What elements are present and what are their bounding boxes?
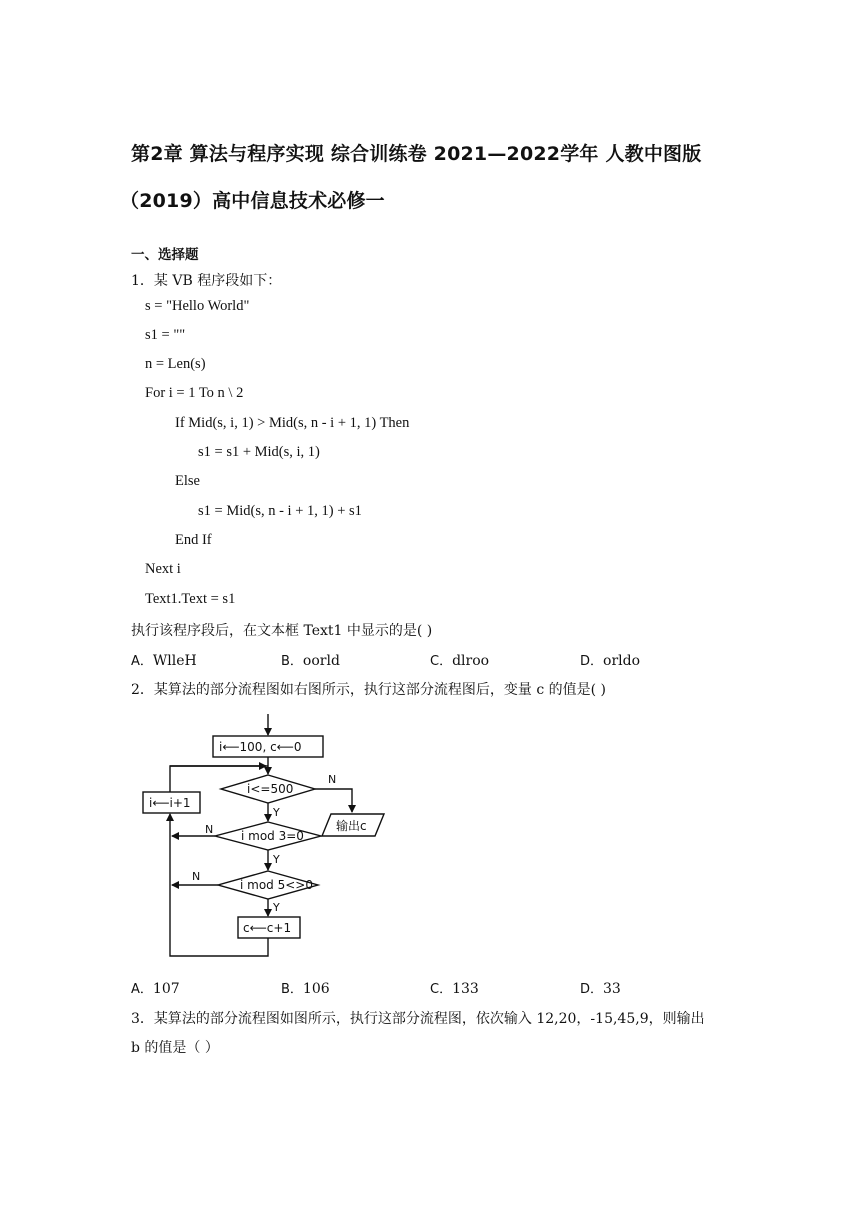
- code-line: Else: [175, 473, 200, 489]
- code-line: For i = 1 To n \ 2: [145, 385, 244, 401]
- q3-stem-line1: 3．某算法的部分流程图如图所示，执行这部分流程图，依次输入 12,20，-15,45,9，则输出: [131, 1011, 705, 1027]
- code-line: s1 = Mid(s, n - i + 1, 1) + s1: [198, 503, 362, 519]
- flow-cond2-label: i mod 3=0: [241, 829, 304, 843]
- flow-yes-label: Y: [273, 853, 280, 866]
- flow-incr-i-label: i⟵i+1: [149, 796, 191, 810]
- q1-stem: 1．某 VB 程序段如下：: [131, 273, 282, 289]
- flow-yes-label: Y: [273, 901, 280, 914]
- flow-no-label: N: [192, 870, 201, 883]
- q2-option-a: A．107: [131, 981, 180, 997]
- code-line: End If: [175, 532, 212, 548]
- flow-no-label: N: [205, 823, 214, 836]
- flow-cond1-label: i<=500: [247, 782, 294, 796]
- q2-option-c: C．133: [430, 981, 479, 997]
- q1-option-b: B．oorld: [281, 653, 340, 669]
- code-line: Text1.Text = s1: [145, 591, 236, 607]
- flow-no-label: N: [328, 773, 337, 786]
- q1-question: 执行该程序段后，在文本框 Text1 中显示的是( ): [131, 623, 433, 639]
- flow-incr-c-label: c⟵c+1: [243, 921, 292, 935]
- q2-option-d: D．33: [580, 981, 621, 997]
- q1-option-d: D．orldo: [580, 653, 641, 669]
- code-line: s1 = "": [145, 327, 186, 343]
- document-title-line2: （2019）高中信息技术必修一: [120, 190, 385, 212]
- section-heading: 一、选择题: [131, 247, 199, 263]
- document-title-line1: 第2章 算法与程序实现 综合训练卷 2021—2022学年 人教中图版: [131, 143, 702, 165]
- q2-option-b: B．106: [281, 981, 330, 997]
- flowchart: [130, 708, 400, 964]
- code-line: s1 = s1 + Mid(s, i, 1): [198, 444, 320, 460]
- flow-init-label: i⟵100, c⟵0: [219, 740, 302, 754]
- q2-stem: 2．某算法的部分流程图如右图所示，执行这部分流程图后，变量 c 的值是( ): [131, 682, 607, 698]
- flow-yes-label: Y: [273, 806, 280, 819]
- q3-stem-line2: b 的值是（ ）: [131, 1040, 219, 1056]
- code-line: n = Len(s): [145, 356, 206, 372]
- q1-option-a: A．WlleH: [131, 653, 197, 669]
- code-line: If Mid(s, i, 1) > Mid(s, n - i + 1, 1) Then: [175, 415, 410, 431]
- q1-option-c: C．dlroo: [430, 653, 490, 669]
- code-line: s = "Hello World": [145, 298, 250, 314]
- flow-cond3-label: i mod 5<>0: [240, 878, 313, 892]
- flow-output-label: 输出c: [336, 819, 367, 833]
- code-line: Next i: [145, 561, 181, 577]
